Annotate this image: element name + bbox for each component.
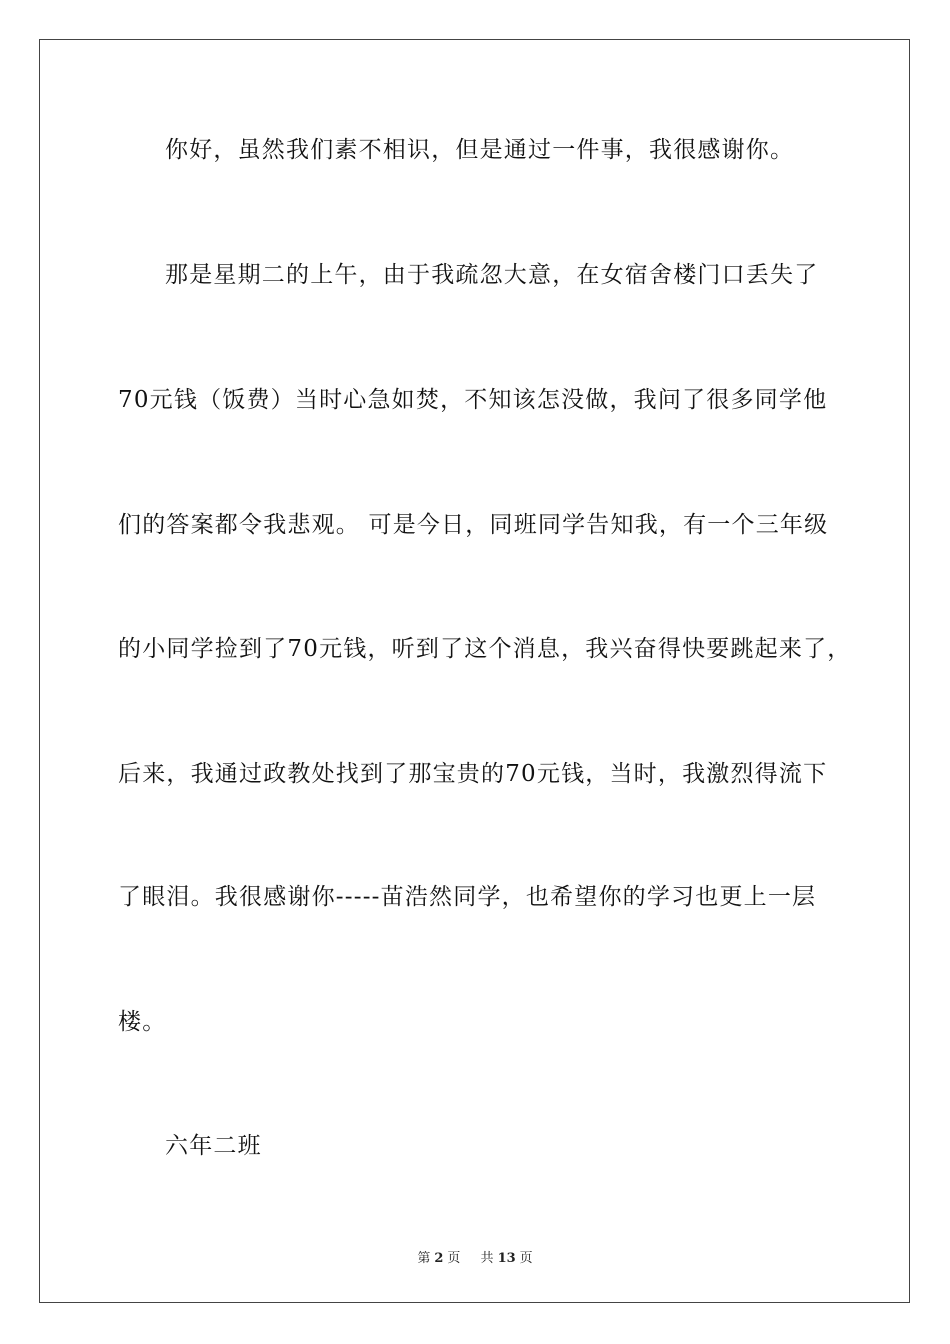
text-line-5: 的小同学捡到了70元钱，听到了这个消息，我兴奋得快要跳起来了， xyxy=(118,636,852,662)
total-pages-indicator xyxy=(477,1251,537,1266)
page-label-suffix: 页 xyxy=(447,1251,461,1266)
text-line-4: 们的答案都令我悲观。 可是今日，同班同学告知我，有一个三年级 xyxy=(118,512,829,538)
page-number: 2 xyxy=(434,1251,444,1266)
text-line-3: 70元钱（饭费）当时心急如焚，不知该怎没做，我问了很多同学他 xyxy=(118,387,828,413)
text-line-7: 了眼泪。我很感谢你-----苗浩然同学，也希望你的学习也更上一层 xyxy=(118,884,817,910)
page-indicator xyxy=(413,1251,464,1266)
text-line-6: 后来，我通过政教处找到了那宝贵的70元钱，当时，我激烈得流下 xyxy=(118,761,828,787)
total-suffix: 页 xyxy=(519,1251,533,1266)
signature-class: 六年二班 xyxy=(165,1133,262,1159)
text-line-1: 你好，虽然我们素不相识，但是通过一件事，我很感谢你。 xyxy=(165,137,795,163)
page-footer xyxy=(0,1247,950,1266)
page-border xyxy=(39,39,910,1303)
text-line-2: 那是星期二的上午，由于我疏忽大意，在女宿舍楼门口丢失了 xyxy=(165,262,819,288)
total-prefix: 共 xyxy=(480,1251,494,1266)
text-line-8: 楼。 xyxy=(118,1009,167,1035)
page-label-prefix: 第 xyxy=(417,1251,431,1266)
total-pages: 13 xyxy=(497,1251,516,1266)
